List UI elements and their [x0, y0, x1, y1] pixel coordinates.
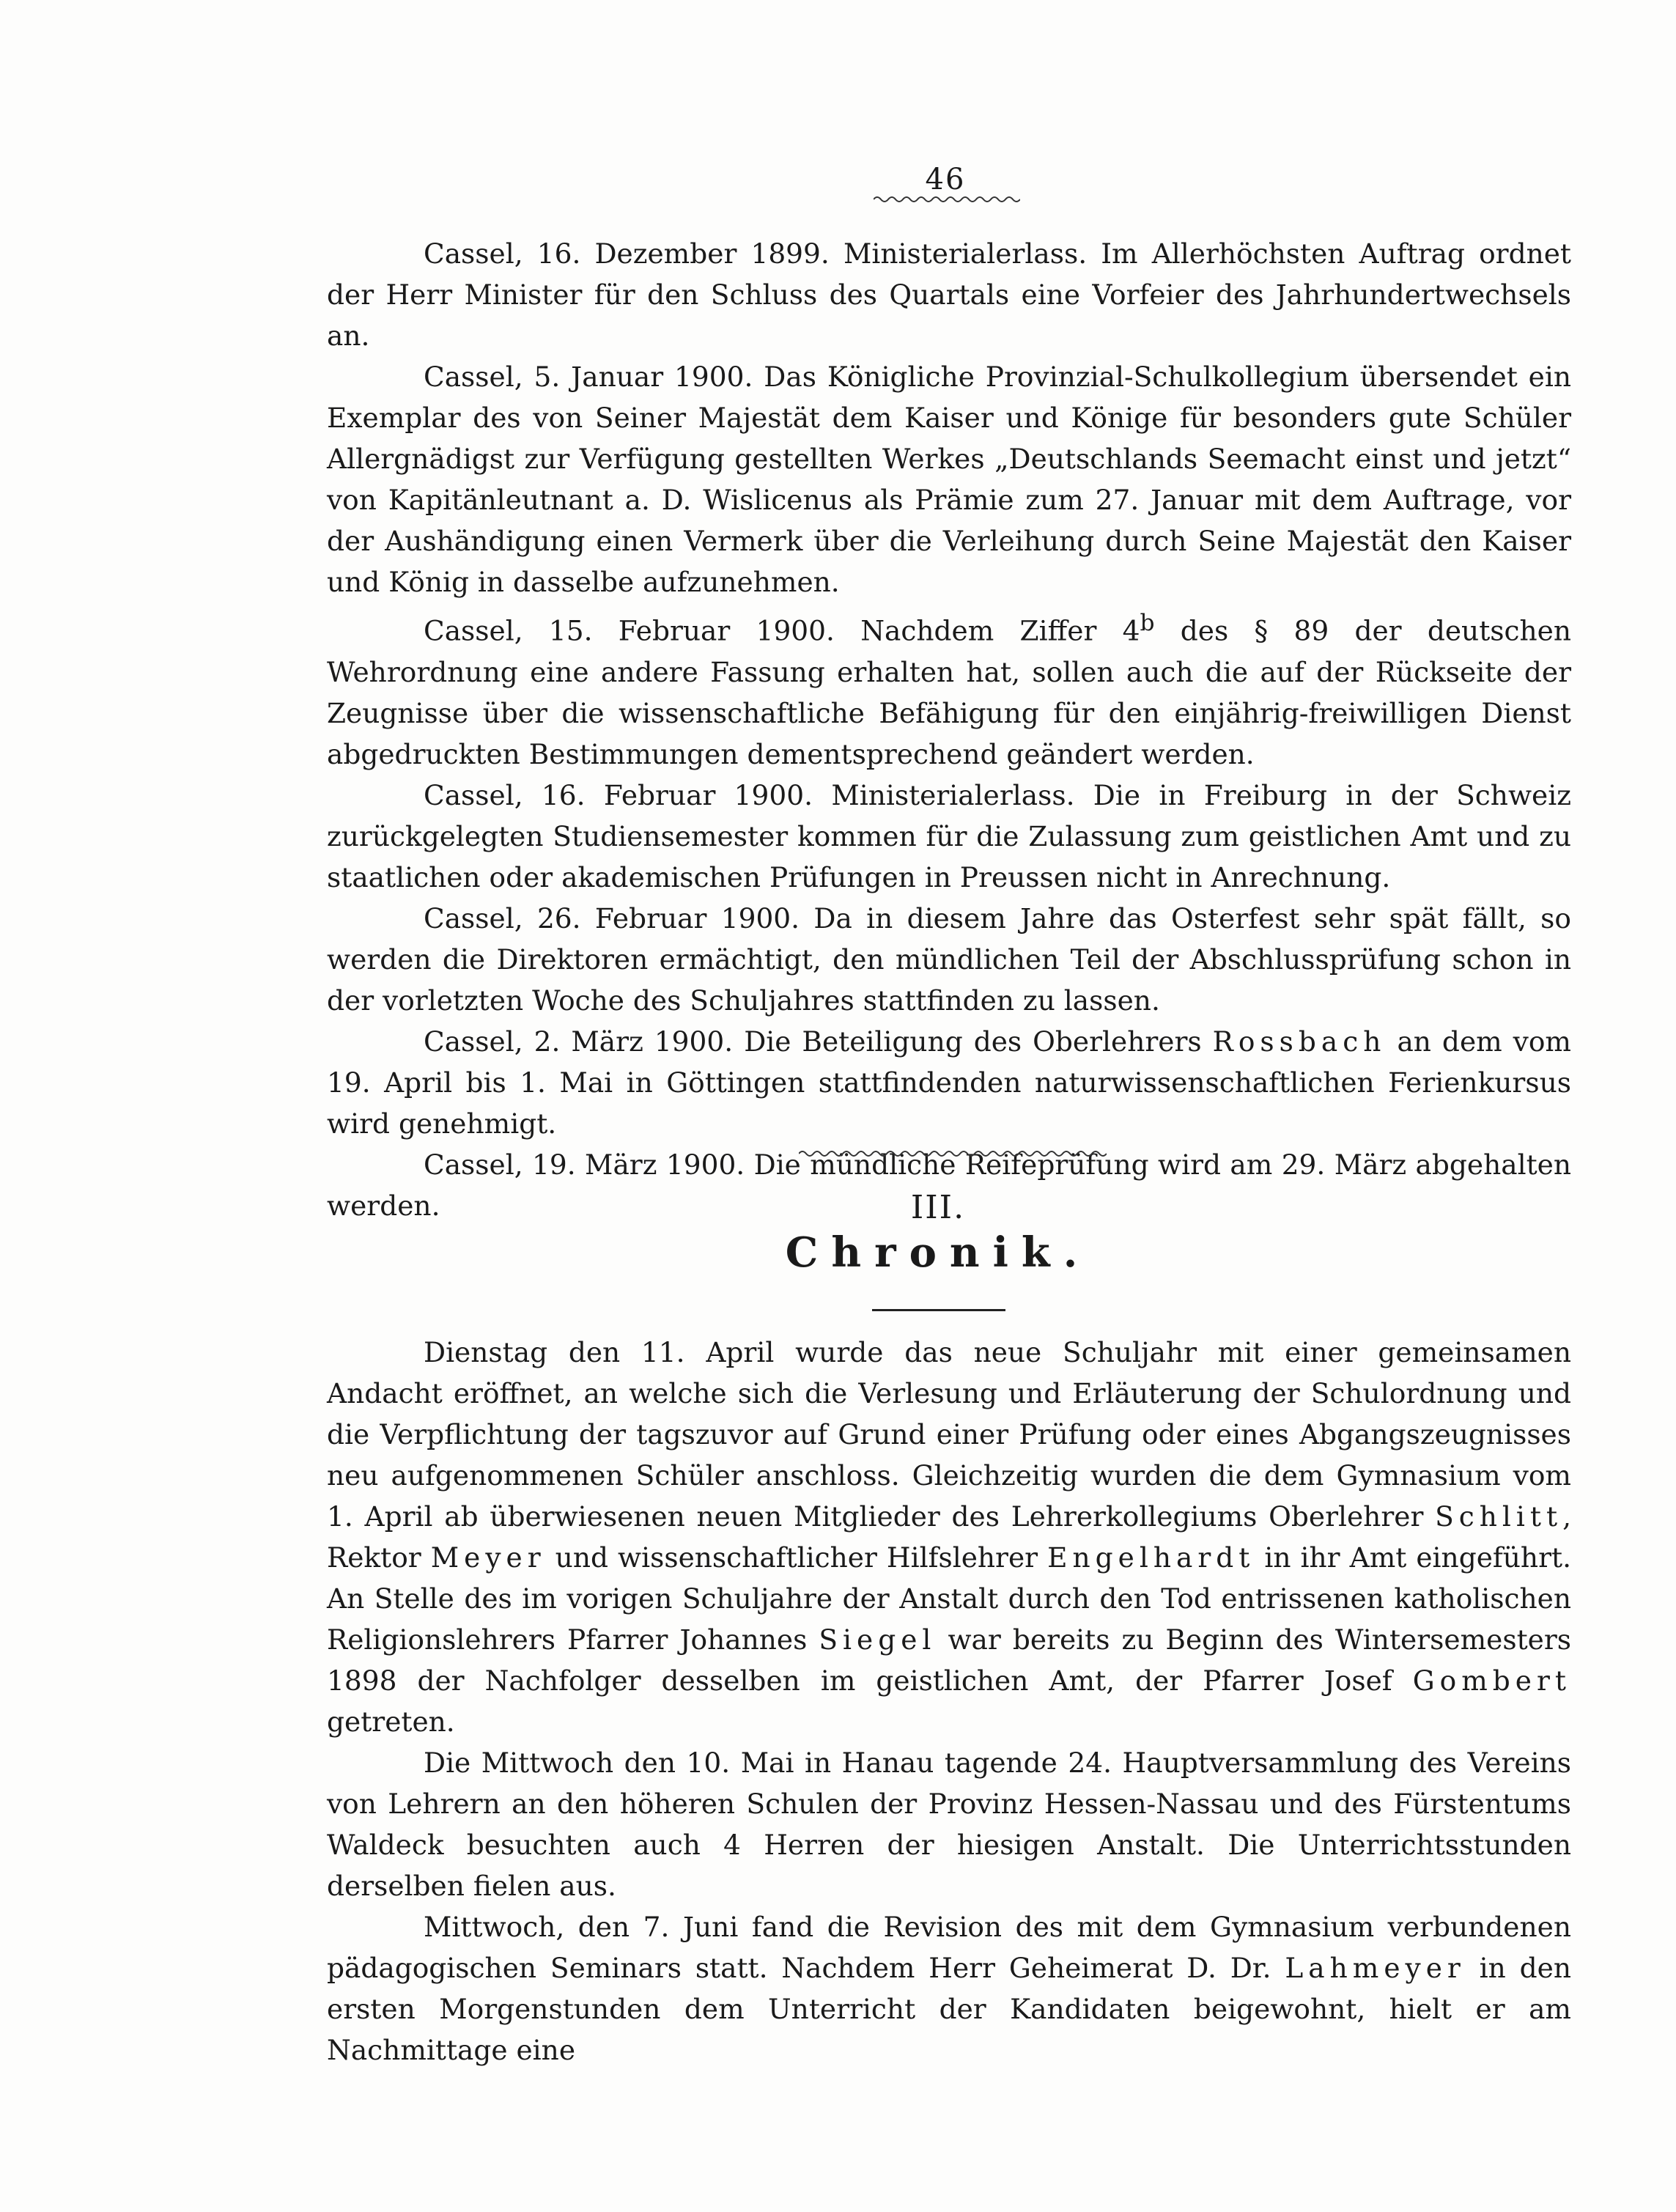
decree-text: Das Königliche Provinzial-Schulkollegium übersendet ein Exemplar des von Seiner Majestät dem Kaiser und Könige für besonders gute Schüler Allergnädigst zur Verfügung gestellten Werkes „Deutschlands Seemacht einst und jetzt“ von Kapitänleutnant a. D. Wislicenus als Prämie zum 27. Januar mit dem Auftrage, vor der Aushändigung einen Vermerk über die Verleihung durch Seine Majestät den Kaiser und König in dasselbe aufzunehmen.	[327, 361, 1572, 598]
decree-text: Die mündliche Reifeprüfung wird am 29. März abgehalten werden.	[327, 1148, 1572, 1222]
title-underline	[872, 1309, 1005, 1311]
chronik-text: in den ersten Morgenstunden dem Unterricht der Kandidaten beigewohnt, hielt er am Nachmittage eine	[327, 1952, 1571, 2066]
decrees-section	[327, 233, 1571, 1226]
decree-date: Cassel, 16. Dezember 1899.	[424, 237, 830, 270]
person-name: Engelhardt	[1047, 1541, 1255, 1574]
chronik-text: in ihr Amt eingeführt. An Stelle des im vorigen Schuljahre der Anstalt durch den Tod entrissenen katholischen Religionslehrers Pfarrer Johannes	[327, 1541, 1571, 1656]
chronik-paragraph: Die Mittwoch den 10. Mai in Hanau tagende 24. Hauptversammlung des Vereins von Lehrern an den höheren Schulen der Provinz Hessen-Nassau und des Fürstentums Waldeck besuchten auch 4 Herren der hiesigen Anstalt. Die Unterrichtsstunden derselben fielen aus.	[327, 1747, 1571, 1902]
section-number: III.	[910, 1189, 966, 1226]
person-name: Schlitt	[1435, 1500, 1563, 1533]
decree-date: Cassel, 2. März 1900.	[424, 1025, 734, 1058]
decree-paragraph	[327, 775, 1571, 898]
decree-text: Ministerialerlass. Im Allerhöchsten Auftrag ordnet der Herr Minister für den Schluss des Quartals eine Vorfeier des Jahrhundertwechsels an.	[327, 237, 1572, 352]
chronik-paragraph	[327, 1906, 1571, 2071]
decree-date: Cassel, 5. Januar 1900.	[424, 361, 753, 393]
decree-text: Ministerialerlass. Die in Freiburg in der Schweiz zurückgelegten Studiensemester kommen für die Zulassung zum geistlichen Amt und zu staatlichen oder akademischen Prüfungen in Preussen nicht in Anrechnung.	[327, 778, 1572, 893]
chronik-text: war bereits zu Beginn des Wintersemesters 1898 der Nachfolger desselben im geistlichen Amt, der Pfarrer Josef	[327, 1623, 1572, 1697]
ornament-wavy-line	[874, 195, 1020, 204]
chronik-text: getreten.	[327, 1706, 455, 1738]
decree-paragraph	[327, 1021, 1571, 1144]
person-name: Lahmeyer	[1285, 1952, 1466, 1984]
superscript: b	[1140, 610, 1155, 636]
decree-text: des § 89 der deutschen Wehrordnung eine andere Fassung erhalten hat, sollen auch die auf der Rückseite der Zeugnisse über die wissenschaftliche Befähigung für den einjährig-freiwilligen Dienst abgedruckten Bestimmungen dementsprechend geändert werden.	[327, 614, 1572, 770]
decree-date: Cassel, 15. Februar 1900.	[424, 614, 835, 647]
decree-date: Cassel, 19. März 1900.	[424, 1148, 745, 1181]
section-divider-wavy-line	[799, 1149, 1107, 1158]
chronik-text: und wissenschaftlicher Hilfslehrer	[545, 1541, 1048, 1574]
decree-text: Nachdem Ziffer 4	[860, 614, 1140, 647]
person-name: Rossbach	[1212, 1025, 1387, 1058]
chronik-text: , Rektor	[327, 1500, 1571, 1574]
chronik-section	[327, 1332, 1571, 2071]
decree-text: Da in diesem Jahre das Osterfest sehr spät fällt, so werden die Direktoren ermächtigt, den mündlichen Teil der Abschlussprüfung schon in der vorletzten Woche des Schuljahres stattfinden zu lassen.	[327, 902, 1571, 1017]
decree-date: Cassel, 26. Februar 1900.	[424, 902, 800, 934]
decree-text: an dem vom 19. April bis 1. Mai in Göttingen stattfindenden naturwissenschaftlichen Ferienkursus wird genehmigt.	[327, 1025, 1571, 1140]
person-name: Gombert	[1412, 1664, 1571, 1697]
decree-paragraph	[327, 898, 1571, 1021]
decree-text: Die Beteiligung des Oberlehrers	[744, 1025, 1213, 1058]
person-name: Siegel	[819, 1623, 937, 1656]
chronik-text: Mittwoch, den 7. Juni fand die Revision des mit dem Gymnasium verbundenen pädagogischen Seminars statt. Nachdem Herr Geheimerat D. Dr.	[327, 1911, 1571, 1984]
decree-date: Cassel, 16. Februar 1900.	[424, 778, 813, 811]
decree-paragraph	[327, 233, 1571, 356]
section-title: Chronik.	[785, 1228, 1091, 1277]
chronik-text: Dienstag den 11. April wurde das neue Schuljahr mit einer gemeinsamen Andacht eröffnet, an welche sich die Verlesung und Erläuterung der Schulordnung und die Verpflichtung der tagszuvor auf Grund einer Prüfung oder eines Abgangszeugnisses neu aufgenommenen Schüler anschloss. Gleichzeitig wurden die dem Gymnasium vom 1. April ab überwiesenen neuen Mitglieder des Lehrerkollegiums Oberlehrer	[327, 1336, 1571, 1533]
page-number: 46	[925, 163, 966, 196]
decree-paragraph	[327, 356, 1571, 602]
decree-paragraph	[327, 602, 1571, 775]
chronik-paragraph	[327, 1332, 1571, 1742]
person-name: Meyer	[430, 1541, 546, 1574]
